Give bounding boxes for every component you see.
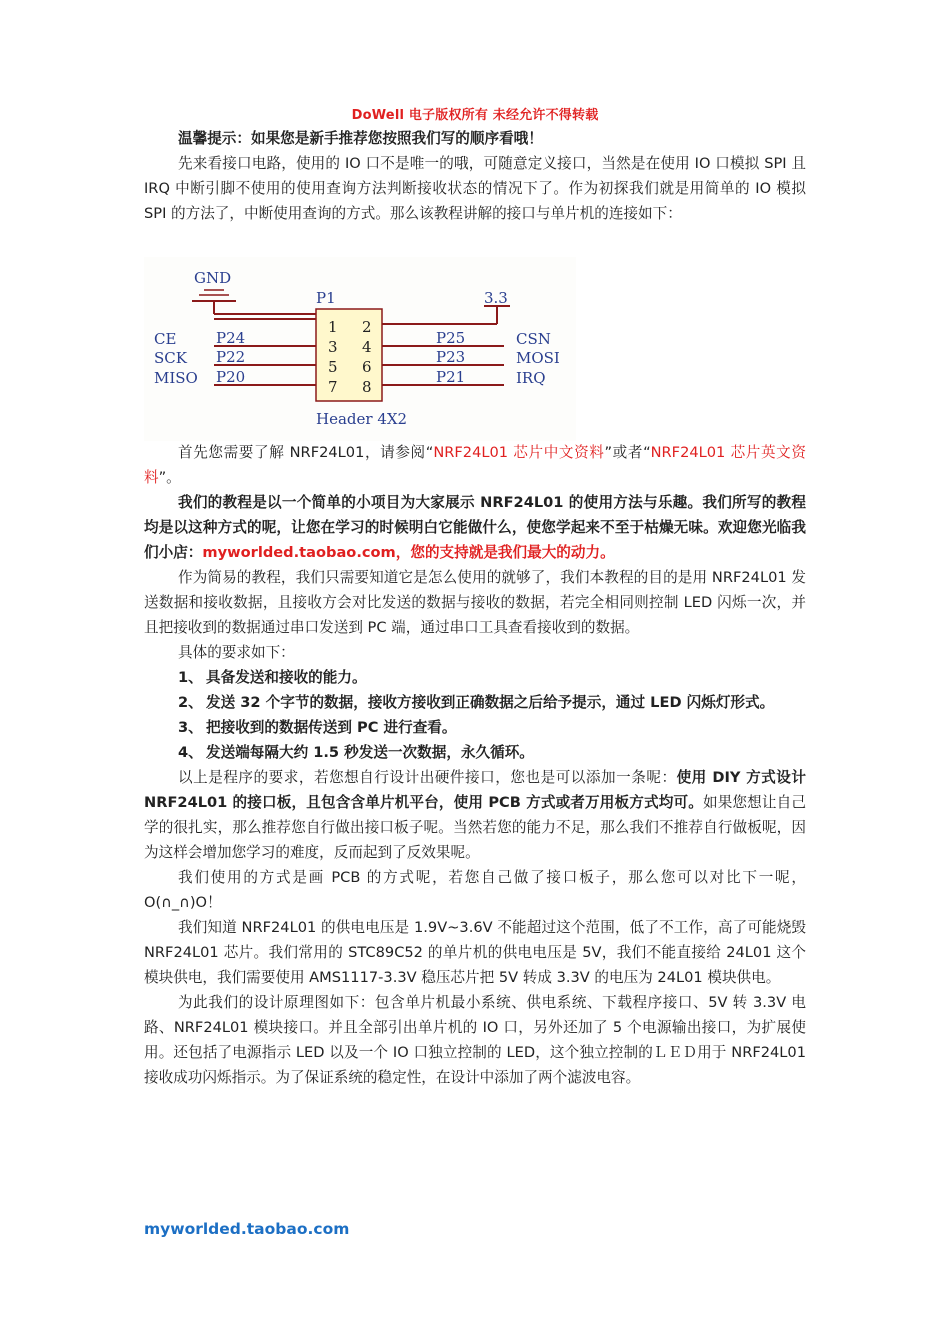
header-body: [316, 309, 382, 401]
list-text: 把接收到的数据传送到 PC 进行查看。: [206, 719, 457, 736]
diy-text-a: 以上是程序的要求，若您想自行设计出硬件接口，您也是可以添加一条呢：: [178, 769, 677, 786]
reference-text-c: ”。: [158, 469, 181, 486]
shop-text: 我们的教程是以一个简单的小项目为大家展示 NRF24L01 的使用方法与乐趣。我们所写的教程均是以这种方式的呢，让您在学习的时候明白它能做什么，使您学起来不至于枯燥无味。欢迎您光临我们小店：: [144, 494, 806, 561]
chinese-datasheet-link[interactable]: NRF24L01 芯片中文资料: [433, 444, 605, 461]
port-label: P22: [216, 348, 246, 366]
list-item: [144, 715, 806, 740]
voltage-paragraph: 我们知道 NRF24L01 的供电电压是 1.9V~3.6V 不能超过这个范围，低了不工作，高了可能烧毁 NRF24L01 芯片。我们常用的 STC89C52 的单片机的供电电压是 5V，我们不能直接给 24L01 这个模块供电，我们需要使用 AMS1117-3.3V 稳压芯片把 5V 转成 3.3V 的电压为 24L01 模块供电。: [144, 919, 806, 986]
requirements-heading: 具体的要求如下：: [178, 644, 295, 661]
list-text: 发送端每隔大约 1.5 秒发送一次数据，永久循环。: [206, 744, 534, 761]
pin-number: 5: [328, 358, 338, 376]
port-label: P20: [216, 368, 246, 386]
reference-paragraph: [144, 440, 806, 490]
diy-paragraph: [144, 765, 806, 865]
shop-paragraph: [144, 490, 806, 565]
signal-label: IRQ: [516, 369, 546, 387]
pin-number: 3: [328, 338, 338, 356]
list-item: [144, 690, 806, 715]
shop-link[interactable]: myworlded.taobao.com，您的支持就是我们最大的动力。: [202, 544, 615, 561]
signal-label: MISO: [154, 369, 198, 387]
port-label: P23: [436, 348, 466, 366]
signal-label: CE: [154, 330, 177, 348]
vcc-label: 3.3: [484, 289, 508, 307]
pin-number: 7: [328, 378, 338, 396]
port-label: P21: [436, 368, 466, 386]
gnd-label: GND: [194, 269, 232, 287]
pin-number: 1: [328, 318, 338, 336]
list-item: [144, 740, 806, 765]
purpose-paragraph: 作为简易的教程，我们只需要知道它是怎么使用的就够了，我们本教程的目的是用 NRF24L01 发送数据和接收数据，且接收方会对比发送的数据与接收的数据，若完全相同则控制 LED 闪烁一次，并且把接收到的数据通过串口发送到 PC 端，通过串口工具查看接收到的数据。: [144, 569, 806, 636]
intro-paragraph: 先来看接口电路，使用的 IO 口不是唯一的哦，可随意定义接口，当然是在使用 IO 口模拟 SPI 且 IRQ 中断引脚不使用的使用查询方法判断接收状态的情况下了。作为初探我们就是用简单的 IO 模拟 SPI 的方法了，中断使用查询的方式。那么该教程讲解的接口与单片机的连接如下：: [144, 155, 806, 222]
port-label: P24: [216, 329, 246, 347]
list-number: 1、: [178, 669, 203, 686]
signal-label: SCK: [154, 349, 187, 367]
tip-line: 温馨提示：如果您是新手推荐您按照我们写的顺序看哦！: [178, 130, 543, 147]
requirements-list: [144, 665, 806, 765]
list-item: [144, 665, 806, 690]
list-text: 发送 32 个字节的数据，接收方接收到正确数据之后给予提示，通过 LED 闪烁灯形式。: [206, 694, 775, 711]
signal-label: CSN: [516, 330, 551, 348]
pin-number: 6: [362, 358, 372, 376]
list-number: 3、: [178, 719, 203, 736]
diy-text-c: 如果您想让自己学的很扎实，那么推荐您自行做出接口板子呢。当然若您的能力不足，那么我们不推荐自行做板呢，因为这样会增加您学习的难度，反而起到了反效果呢。: [144, 794, 806, 861]
design-paragraph: 为此我们的设计原理图如下：包含单片机最小系统、供电系统、下载程序接口、5V 转 3.3V 电路、NRF24L01 模块接口。并且全部引出单片机的 IO 口，另外还加了 5 个电源输出接口，为扩展使用。还包括了电源指示 LED 以及一个 IO 口独立控制的 LED，这个独立控制的ＬＥＤ用于 NRF24L01 接收成功闪烁指示。为了保证系统的稳定性，在设计中添加了两个滤波电容。: [144, 994, 806, 1086]
list-text: 具备发送和接收的能力。: [206, 669, 367, 686]
pin-number: 8: [362, 378, 372, 396]
pin-number: 2: [362, 318, 372, 336]
copyright-header: DoWell 电子版权所有 未经允许不得转载: [351, 108, 599, 123]
port-label: P25: [436, 329, 466, 347]
header-4x2-schematic: [144, 257, 576, 441]
diy-text-bold: 使用 DIY 方式设计 NRF24L01 的接口板，且包含含单片机平台，使用 PCB 方式或者万用板方式均可。: [144, 769, 806, 811]
pin-number: 4: [362, 338, 372, 356]
part-designator: P1: [316, 289, 336, 307]
part-footer: Header 4X2: [316, 410, 408, 428]
reference-text-a: 首先您需要了解 NRF24L01，请参阅“: [178, 444, 434, 461]
list-number: 4、: [178, 744, 203, 761]
pcb-paragraph: 我们使用的方式是画 PCB 的方式呢，若您自己做了接口板子，那么您可以对比下一呢，O(∩_∩)O！: [144, 869, 806, 911]
footer-shop-link[interactable]: myworlded.taobao.com: [144, 1220, 350, 1238]
reference-text-b: ”或者“: [604, 444, 651, 461]
signal-label: MOSI: [516, 349, 560, 367]
english-datasheet-link[interactable]: NRF24L01 芯片英文资料: [144, 444, 806, 486]
list-number: 2、: [178, 694, 203, 711]
